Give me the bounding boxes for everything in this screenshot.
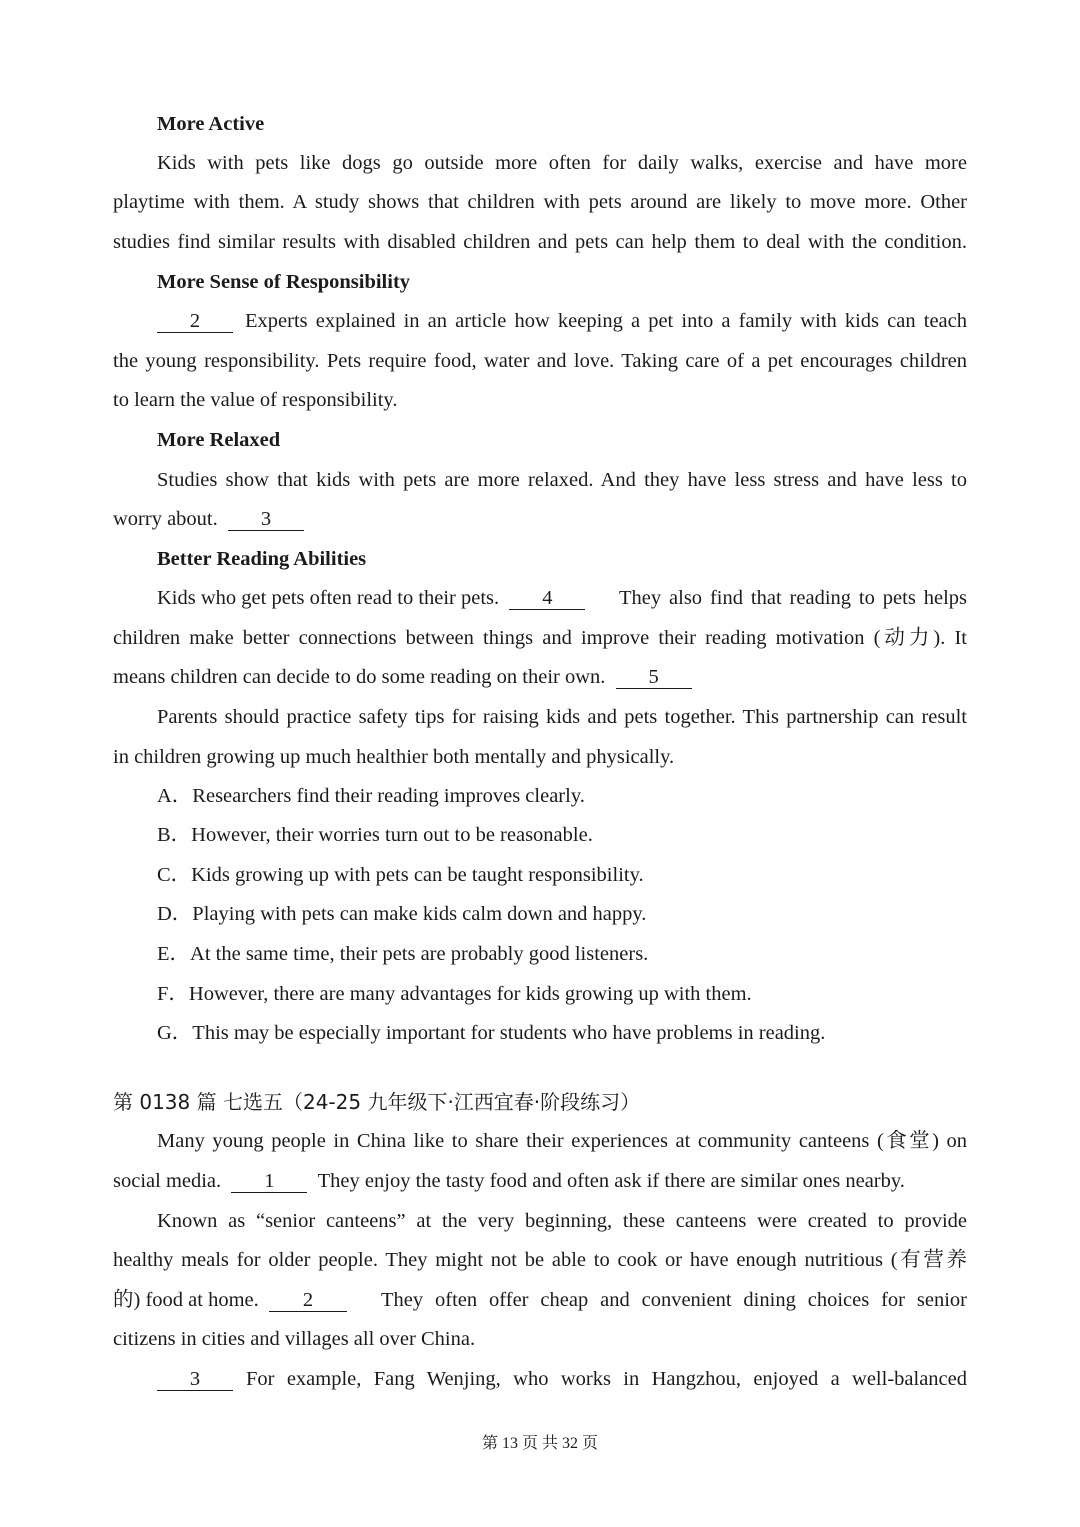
paragraph-line	[113, 1286, 347, 1314]
option-a: A．Researchers find their reading improves clearly.	[157, 785, 585, 807]
page-footer: 第 13 页 共 32 页	[481, 1435, 598, 1452]
text-segment: worry about.	[113, 508, 218, 530]
answer-blank: 1	[231, 1170, 307, 1193]
paragraph-line: to learn the value of responsibility.	[113, 389, 398, 411]
option-c: C．Kids growing up with pets can be taught responsibility.	[157, 864, 644, 886]
heading-relaxed: More Relaxed	[157, 429, 281, 451]
heading-responsibility: More Sense of Responsibility	[157, 271, 411, 293]
answer-blank: 4	[509, 587, 585, 610]
paragraph-line	[113, 505, 304, 533]
text-segment: means children can decide to do some reading on their own.	[113, 666, 606, 688]
paragraph-line: studies find similar results with disabled children and pets can help them to deal with the condition.	[113, 231, 967, 253]
text-segment: Kids who get pets often read to their pets.	[157, 587, 500, 609]
heading-more-active: More Active	[157, 113, 265, 135]
paragraph-line: the young responsibility. Pets require food, water and love. Taking care of a pet encourages children	[113, 350, 967, 372]
paragraph-line: They also find that reading to pets helps	[619, 587, 967, 609]
paragraph-line	[113, 663, 692, 691]
paragraph-line: Known as “senior canteens” at the very beginning, these canteens were created to provide	[157, 1210, 967, 1232]
paragraph-line: For example, Fang Wenjing, who works in Hangzhou, enjoyed a well-balanced	[246, 1368, 967, 1390]
paragraph-line: children make better connections between things and improve their reading motivation (动力). It	[113, 627, 967, 649]
text-segment: 的) food at home.	[113, 1289, 259, 1311]
option-d: D．Playing with pets can make kids calm down and happy.	[157, 903, 647, 925]
option-e: E．At the same time, their pets are probably good listeners.	[157, 943, 649, 965]
paragraph-line	[157, 584, 585, 612]
passage-title: 第 0138 篇 七选五（24-25 九年级下·江西宜春·阶段练习）	[113, 1090, 641, 1114]
paragraph-line: Experts explained in an article how keeping a pet into a family with kids can teach	[245, 310, 967, 332]
text-segment: social media.	[113, 1170, 222, 1192]
paragraph-line	[113, 1167, 905, 1195]
answer-blank: 2	[157, 307, 233, 335]
paragraph-line: healthy meals for older people. They might not be able to cook or have enough nutritious (有营养	[113, 1249, 967, 1271]
option-g: G．This may be especially important for students who have problems in reading.	[157, 1022, 826, 1044]
answer-blank: 3	[228, 508, 304, 531]
option-f: F．However, there are many advantages for kids growing up with them.	[157, 983, 752, 1005]
text-segment: They enjoy the tasty food and often ask if there are similar ones nearby.	[317, 1170, 905, 1192]
answer-blank: 3	[157, 1365, 233, 1393]
paragraph-line: Studies show that kids with pets are more relaxed. And they have less stress and have less to	[157, 469, 967, 491]
paragraph-line: in children growing up much healthier both mentally and physically.	[113, 746, 675, 768]
heading-reading: Better Reading Abilities	[157, 548, 367, 570]
paragraph-line: Kids with pets like dogs go outside more often for daily walks, exercise and have more	[157, 152, 967, 174]
paragraph-line: Parents should practice safety tips for raising kids and pets together. This partnership can result	[157, 706, 967, 728]
paragraph-line: They often offer cheap and convenient dining choices for senior	[381, 1289, 967, 1311]
answer-blank: 2	[269, 1289, 347, 1312]
option-b: B．However, their worries turn out to be reasonable.	[157, 824, 593, 846]
paragraph-line: playtime with them. A study shows that children with pets around are likely to move more. Other	[113, 191, 967, 213]
paragraph-line: Many young people in China like to share their experiences at community canteens (食堂) on	[157, 1130, 967, 1152]
paragraph-line: citizens in cities and villages all over China.	[113, 1328, 476, 1350]
answer-blank: 5	[616, 666, 692, 689]
